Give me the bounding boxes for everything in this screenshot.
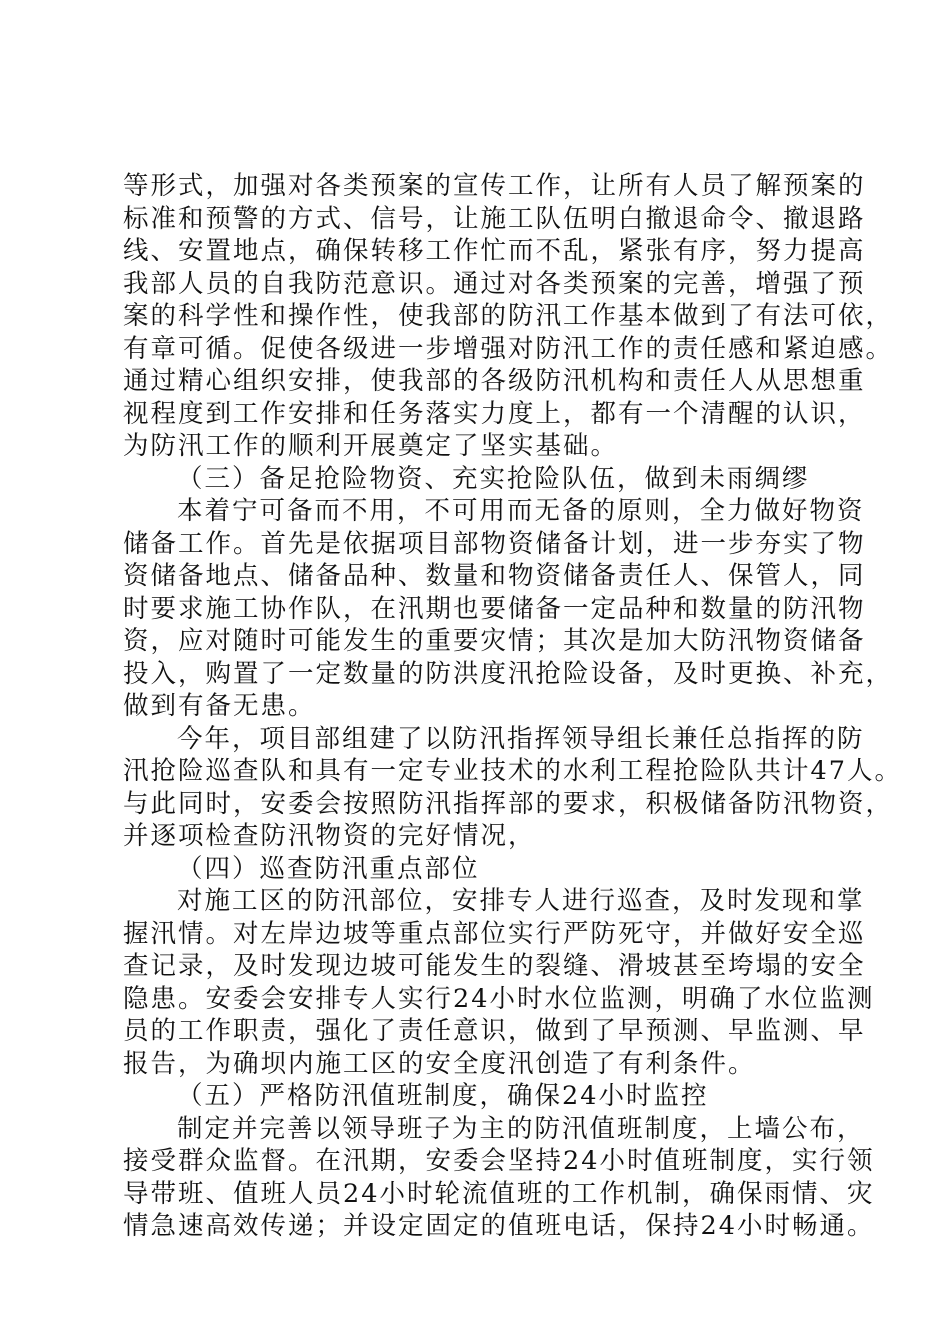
text-line: 标准和预警的方式、信号，让施工队伍明白撤退命令、撤退路 (123, 203, 866, 234)
document-body (123, 170, 902, 1243)
text-line: 时要求施工协作队，在汛期也要储备一定品种和数量的防汛物 (123, 593, 866, 624)
text-line: 有章可循。促使各级进一步增强对防汛工作的责任感和紧迫感。 (123, 333, 894, 364)
section-heading: （四）巡查防汛重点部位 (177, 853, 480, 884)
text-line: 今年，项目部组建了以防汛指挥领导组长兼任总指挥的防 (177, 723, 865, 754)
section-heading: （五）严格防汛值班制度，确保24小时监控 (177, 1081, 709, 1111)
text-line: 储备工作。首先是依据项目部物资储备计划，进一步夯实了物 (123, 528, 866, 559)
text-line: 对施工区的防汛部位，安排专人进行巡查，及时发现和掌 (177, 886, 865, 916)
text-line: 情急速高效传递；并设定固定的值班电话，保持24小时畅通。 (123, 1211, 875, 1241)
text-line: 报告，为确坝内施工区的安全度汛创造了有利条件。 (123, 1048, 756, 1079)
section-heading: （三）备足抢险物资、充实抢险队伍，做到未雨绸缪 (177, 463, 810, 494)
text-line: 做到有备无患。 (123, 691, 316, 721)
text-line: 投入，购置了一定数量的防洪度汛抢险设备，及时更换、补充， (123, 658, 894, 689)
text-line: 通过精心组织安排，使我部的各级防汛机构和责任人从思想重 (123, 366, 866, 396)
text-line: 握汛情。对左岸边坡等重点部位实行严防死守，并做好安全巡 (123, 918, 866, 949)
text-line: 资，应对随时可能发生的重要灾情；其次是加大防汛物资储备 (123, 626, 866, 656)
text-line: 接受群众监督。在汛期，安委会坚持24小时值班制度，实行领 (123, 1146, 875, 1176)
text-line: 制定并完善以领导班子为主的防汛值班制度，上墙公布， (177, 1113, 865, 1144)
text-line: 与此同时，安委会按照防汛指挥部的要求，积极储备防汛物资， (123, 788, 894, 819)
text-line: 员的工作职责，强化了责任意识，做到了早预测、早监测、早 (123, 1016, 866, 1046)
text-line: 为防汛工作的顺利开展奠定了坚实基础。 (123, 431, 619, 461)
text-line: 导带班、值班人员24小时轮流值班的工作机制，确保雨情、灾 (123, 1178, 875, 1209)
text-line: 我部人员的自我防范意识。通过对各类预案的完善，增强了预 (123, 268, 866, 299)
text-line: 并逐项检查防汛物资的完好情况， (123, 821, 536, 851)
text-line: 视程度到工作安排和任务落实力度上，都有一个清醒的认识， (123, 398, 866, 429)
text-line: 线、安置地点，确保转移工作忙而不乱，紧张有序，努力提高 (123, 236, 866, 266)
text-line: 查记录，及时发现边坡可能发生的裂缝、滑坡甚至垮塌的安全 (123, 951, 866, 981)
text-line: 等形式，加强对各类预案的宣传工作，让所有人员了解预案的 (123, 171, 866, 201)
text-line: 本着宁可备而不用，不可用而无备的原则，全力做好物资 (177, 496, 865, 526)
text-line: 隐患。安委会安排专人实行24小时水位监测，明确了水位监测 (123, 983, 875, 1014)
text-line: 汛抢险巡查队和具有一定专业技术的水利工程抢险队共计47人。 (123, 756, 902, 786)
text-line: 案的科学性和操作性，使我部的防汛工作基本做到了有法可依， (123, 301, 894, 331)
text-line: 资储备地点、储备品种、数量和物资储备责任人、保管人，同 (123, 561, 866, 591)
